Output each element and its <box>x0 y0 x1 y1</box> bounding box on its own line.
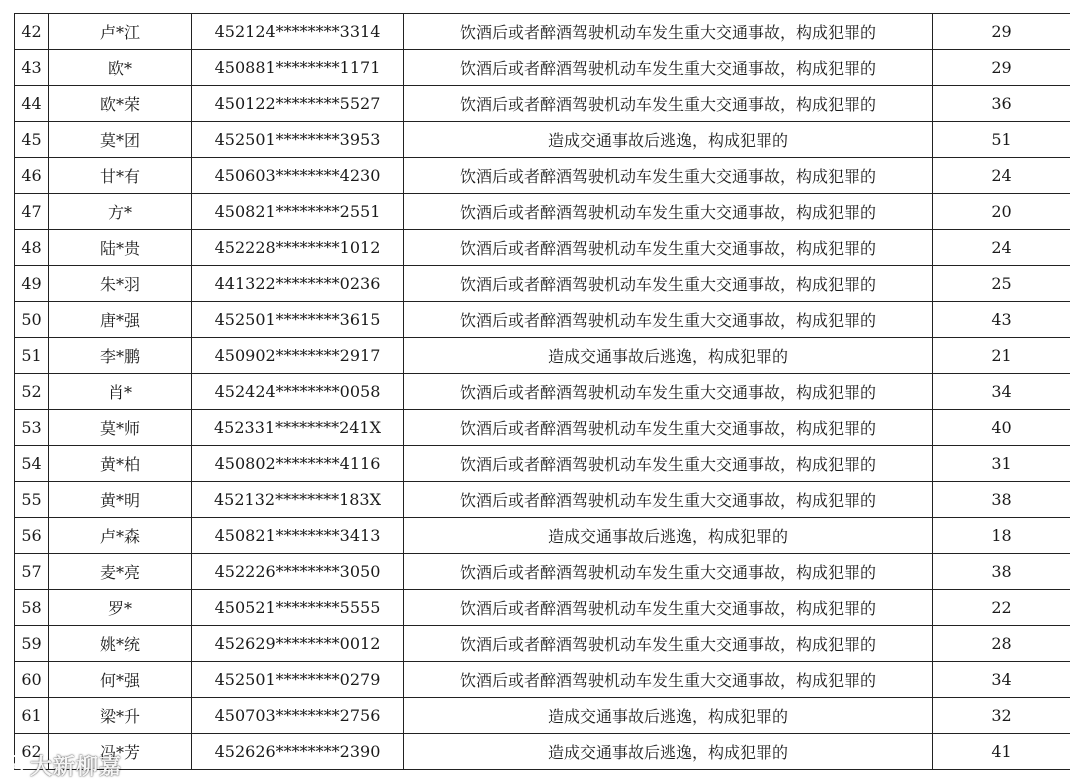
row-number-cell: 55 <box>15 482 49 518</box>
row-number-cell: 42 <box>15 14 49 50</box>
offense-cell: 造成交通事故后逃逸，构成犯罪的 <box>404 338 933 374</box>
id-number-cell: 450122********5527 <box>192 86 404 122</box>
name-cell: 卢*江 <box>49 14 192 50</box>
id-number-cell: 450603********4230 <box>192 158 404 194</box>
id-number-cell: 452132********183X <box>192 482 404 518</box>
watermark <box>2 750 122 780</box>
id-number-cell: 450821********3413 <box>192 518 404 554</box>
row-number-cell: 58 <box>15 590 49 626</box>
points-cell: 32 <box>933 698 1071 734</box>
offense-cell: 饮酒后或者醉酒驾驶机动车发生重大交通事故，构成犯罪的 <box>404 158 933 194</box>
table-row <box>15 14 1071 50</box>
name-cell: 唐*强 <box>49 302 192 338</box>
table-row <box>15 446 1071 482</box>
offense-cell: 饮酒后或者醉酒驾驶机动车发生重大交通事故，构成犯罪的 <box>404 86 933 122</box>
points-cell: 38 <box>933 554 1071 590</box>
offense-cell: 饮酒后或者醉酒驾驶机动车发生重大交通事故，构成犯罪的 <box>404 14 933 50</box>
points-cell: 22 <box>933 590 1071 626</box>
row-number-cell: 62 <box>15 734 49 770</box>
name-cell: 姚*统 <box>49 626 192 662</box>
row-number-cell: 51 <box>15 338 49 374</box>
row-number-cell: 49 <box>15 266 49 302</box>
points-cell: 51 <box>933 122 1071 158</box>
id-number-cell: 450881********1171 <box>192 50 404 86</box>
offender-table-sheet <box>14 13 1070 783</box>
table-row <box>15 338 1071 374</box>
table-row <box>15 734 1071 770</box>
table-row <box>15 230 1071 266</box>
points-cell: 28 <box>933 626 1071 662</box>
name-cell: 梁*升 <box>49 698 192 734</box>
name-cell: 肖* <box>49 374 192 410</box>
row-number-cell: 44 <box>15 86 49 122</box>
row-number-cell: 46 <box>15 158 49 194</box>
name-cell: 罗* <box>49 590 192 626</box>
id-number-cell: 452501********3615 <box>192 302 404 338</box>
points-cell: 34 <box>933 662 1071 698</box>
name-cell: 黄*明 <box>49 482 192 518</box>
id-number-cell: 452124********3314 <box>192 14 404 50</box>
offense-cell: 饮酒后或者醉酒驾驶机动车发生重大交通事故，构成犯罪的 <box>404 626 933 662</box>
table-row <box>15 590 1071 626</box>
offense-cell: 饮酒后或者醉酒驾驶机动车发生重大交通事故，构成犯罪的 <box>404 50 933 86</box>
id-number-cell: 452629********0012 <box>192 626 404 662</box>
id-number-cell: 450521********5555 <box>192 590 404 626</box>
offense-cell: 造成交通事故后逃逸，构成犯罪的 <box>404 122 933 158</box>
offense-cell: 饮酒后或者醉酒驾驶机动车发生重大交通事故，构成犯罪的 <box>404 662 933 698</box>
name-cell: 麦*亮 <box>49 554 192 590</box>
name-cell: 朱*羽 <box>49 266 192 302</box>
id-number-cell: 452331********241X <box>192 410 404 446</box>
points-cell: 29 <box>933 14 1071 50</box>
row-number-cell: 45 <box>15 122 49 158</box>
name-cell: 陆*贵 <box>49 230 192 266</box>
id-number-cell: 450703********2756 <box>192 698 404 734</box>
table-row <box>15 374 1071 410</box>
table-row <box>15 158 1071 194</box>
offense-cell: 饮酒后或者醉酒驾驶机动车发生重大交通事故，构成犯罪的 <box>404 266 933 302</box>
points-cell: 40 <box>933 410 1071 446</box>
table-row <box>15 482 1071 518</box>
id-number-cell: 450802********4116 <box>192 446 404 482</box>
points-cell: 25 <box>933 266 1071 302</box>
row-number-cell: 61 <box>15 698 49 734</box>
name-cell: 李*鹏 <box>49 338 192 374</box>
name-cell: 何*强 <box>49 662 192 698</box>
id-number-cell: 441322********0236 <box>192 266 404 302</box>
table-row <box>15 518 1071 554</box>
points-cell: 29 <box>933 50 1071 86</box>
offense-cell: 饮酒后或者醉酒驾驶机动车发生重大交通事故，构成犯罪的 <box>404 482 933 518</box>
row-number-cell: 48 <box>15 230 49 266</box>
points-cell: 24 <box>933 230 1071 266</box>
points-cell: 24 <box>933 158 1071 194</box>
table-row <box>15 410 1071 446</box>
offense-cell: 造成交通事故后逃逸，构成犯罪的 <box>404 698 933 734</box>
table-row <box>15 194 1071 230</box>
id-number-cell: 452226********3050 <box>192 554 404 590</box>
points-cell: 18 <box>933 518 1071 554</box>
points-cell: 36 <box>933 86 1071 122</box>
offense-cell: 饮酒后或者醉酒驾驶机动车发生重大交通事故，构成犯罪的 <box>404 230 933 266</box>
name-cell: 欧*荣 <box>49 86 192 122</box>
row-number-cell: 57 <box>15 554 49 590</box>
row-number-cell: 60 <box>15 662 49 698</box>
name-cell: 欧* <box>49 50 192 86</box>
name-cell: 莫*团 <box>49 122 192 158</box>
offense-cell: 造成交通事故后逃逸，构成犯罪的 <box>404 734 933 770</box>
points-cell: 41 <box>933 734 1071 770</box>
id-number-cell: 452626********2390 <box>192 734 404 770</box>
id-number-cell: 452501********3953 <box>192 122 404 158</box>
row-number-cell: 54 <box>15 446 49 482</box>
offense-cell: 饮酒后或者醉酒驾驶机动车发生重大交通事故，构成犯罪的 <box>404 446 933 482</box>
name-cell: 莫*师 <box>49 410 192 446</box>
table-row <box>15 302 1071 338</box>
id-number-cell: 452424********0058 <box>192 374 404 410</box>
row-number-cell: 52 <box>15 374 49 410</box>
table-row <box>15 662 1071 698</box>
weibo-logo-icon <box>2 753 26 777</box>
id-number-cell: 450902********2917 <box>192 338 404 374</box>
table-row <box>15 698 1071 734</box>
table-row <box>15 122 1071 158</box>
table-row <box>15 86 1071 122</box>
points-cell: 34 <box>933 374 1071 410</box>
points-cell: 38 <box>933 482 1071 518</box>
offense-cell: 饮酒后或者醉酒驾驶机动车发生重大交通事故，构成犯罪的 <box>404 590 933 626</box>
offense-cell: 饮酒后或者醉酒驾驶机动车发生重大交通事故，构成犯罪的 <box>404 554 933 590</box>
name-cell: 方* <box>49 194 192 230</box>
points-cell: 31 <box>933 446 1071 482</box>
row-number-cell: 50 <box>15 302 49 338</box>
offense-cell: 饮酒后或者醉酒驾驶机动车发生重大交通事故，构成犯罪的 <box>404 302 933 338</box>
row-number-cell: 47 <box>15 194 49 230</box>
points-cell: 21 <box>933 338 1071 374</box>
table-row <box>15 50 1071 86</box>
table-row <box>15 266 1071 302</box>
name-cell: 冯*芳 <box>49 734 192 770</box>
watermark-text: 大新柳嘉 <box>30 754 123 780</box>
table-body <box>15 14 1071 770</box>
offense-cell: 造成交通事故后逃逸，构成犯罪的 <box>404 518 933 554</box>
points-cell: 20 <box>933 194 1071 230</box>
name-cell: 黄*柏 <box>49 446 192 482</box>
offense-cell: 饮酒后或者醉酒驾驶机动车发生重大交通事故，构成犯罪的 <box>404 194 933 230</box>
name-cell: 卢*森 <box>49 518 192 554</box>
offense-cell: 饮酒后或者醉酒驾驶机动车发生重大交通事故，构成犯罪的 <box>404 410 933 446</box>
name-cell: 甘*有 <box>49 158 192 194</box>
row-number-cell: 43 <box>15 50 49 86</box>
offense-cell: 饮酒后或者醉酒驾驶机动车发生重大交通事故，构成犯罪的 <box>404 374 933 410</box>
id-number-cell: 450821********2551 <box>192 194 404 230</box>
id-number-cell: 452228********1012 <box>192 230 404 266</box>
row-number-cell: 56 <box>15 518 49 554</box>
row-number-cell: 53 <box>15 410 49 446</box>
id-number-cell: 452501********0279 <box>192 662 404 698</box>
table-row <box>15 626 1071 662</box>
points-cell: 43 <box>933 302 1071 338</box>
offender-table <box>14 13 1070 770</box>
row-number-cell: 59 <box>15 626 49 662</box>
table-row <box>15 554 1071 590</box>
